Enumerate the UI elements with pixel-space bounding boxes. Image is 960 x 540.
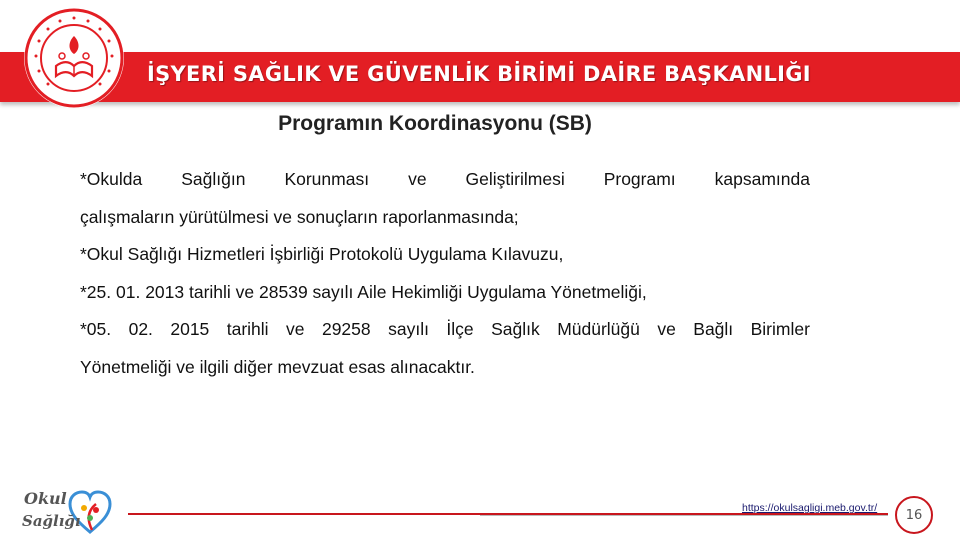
- word: 29258: [321, 319, 371, 339]
- paragraph-line-5: [80, 316, 810, 354]
- header-title: İŞYERİ SAĞLIK VE GÜVENLİK BİRİMİ DAİRE BAŞKANLIĞI: [147, 62, 811, 86]
- word: Müdürlüğü: [557, 319, 640, 339]
- word: ve: [408, 169, 427, 189]
- footer-logo-line1: Okul: [24, 489, 67, 508]
- word: sayılı: [388, 319, 429, 339]
- word: ve: [286, 319, 305, 339]
- meb-seal-icon: [22, 6, 126, 110]
- word: İlçe: [446, 319, 474, 339]
- okul-sagligi-logo: [18, 482, 128, 536]
- paragraph-line-6: Yönetmeliği ve ilgili diğer mevzuat esas alınacaktır.: [80, 356, 475, 377]
- page-number-badge: 16: [895, 496, 933, 534]
- paragraph-line-4: *25. 01. 2013 tarihli ve 28539 sayılı Aile Hekimliği Uygulama Yönetmeliği,: [80, 281, 647, 302]
- paragraph-line-2: çalışmaların yürütülmesi ve sonuçların raporlanmasında;: [80, 206, 519, 227]
- footer-divider-secondary: [480, 515, 888, 516]
- paragraph-line-3: *Okul Sağlığı Hizmetleri İşbirliği Protokolü Uygulama Kılavuzu,: [80, 244, 564, 264]
- word: Geliştirilmesi: [465, 169, 565, 189]
- word: Birimler: [750, 319, 810, 339]
- paragraph-line-1: [80, 166, 810, 204]
- word: kapsamında: [714, 169, 810, 189]
- footer-url-link[interactable]: https://okulsagligi.meb.gov.tr/: [742, 502, 878, 514]
- word: Sağlığın: [181, 169, 246, 189]
- header-banner: [0, 52, 960, 102]
- footer-logo-line2: Sağlığı: [22, 512, 81, 530]
- word: Sağlık: [491, 319, 540, 339]
- word: *05. 02. 2015: [80, 319, 210, 339]
- word: Programı: [603, 169, 676, 189]
- word: Bağlı: [693, 319, 734, 339]
- word: tarihli: [226, 319, 269, 339]
- word: ve: [657, 319, 676, 339]
- body-text: [80, 166, 810, 391]
- word: Korunması: [284, 169, 370, 189]
- slide-subtitle: Programın Koordinasyonu (SB): [278, 112, 592, 135]
- word: *Okulda: [80, 169, 143, 189]
